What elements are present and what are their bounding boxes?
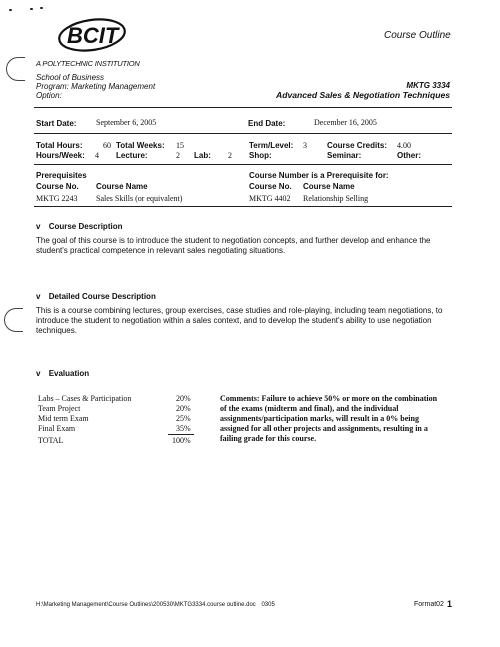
evaluation-item-weight: 35% [176,424,191,433]
seminar-label: Seminar: [327,151,362,160]
prereq-course-name: Sales Skills (or equivalent) [96,194,183,203]
prereq-for-col-course-no: Course No. [249,182,292,191]
lab-label: Lab: [194,151,211,160]
evaluation-item-name: Team Project [38,404,81,413]
evaluation-item-weight: 20% [176,404,191,413]
course-description-body: The goal of this course is to introduce the student to negotiation concepts, and further develop and enhance the student's practical competence in relevant sales negotiating situations. [36,236,431,255]
school-name: School of Business [36,73,105,82]
evaluation-item-weight: 20% [176,394,191,403]
scan-speck [40,7,43,9]
course-description-heading: Course Description [48,222,123,231]
evaluation-total-label: TOTAL [38,436,64,445]
course-title: Advanced Sales & Negotiation Techniques [276,90,450,100]
total-weeks-label: Total Weeks: [116,141,165,150]
prerequisites-heading: Prerequisites [36,171,87,180]
scan-speck [30,8,33,10]
evaluation-item-name: Labs – Cases & Participation [38,394,132,403]
bullet-icon: v [36,292,41,301]
other-label: Other: [397,151,421,160]
course-credits-label: Course Credits: [327,141,388,150]
footer-path: H:\Marketing Management\Course Outlines\200530\MKTG3334.course outline.doc [36,602,256,608]
scan-speck [9,9,12,11]
evaluation-total-value: 100% [172,436,191,445]
footer-form: Format02 [414,601,444,608]
bullet-icon: v [36,369,41,378]
lecture-label: Lecture: [116,151,148,160]
total-hours-value: 60 [103,141,111,150]
dates-rule [34,133,452,134]
start-date-value: September 6, 2005 [96,118,157,127]
prereq-col-course-no: Course No. [36,182,79,191]
document-type: Course Outline [384,30,451,41]
header-rule [34,107,452,108]
prereq-for-course-name: Relationship Selling [303,194,369,203]
hours-week-value: 4 [95,151,99,160]
bcit-logo [56,16,132,56]
total-hours-label: Total Hours: [36,141,83,150]
hours-week-label: Hours/Week: [36,151,85,160]
course-description-section [36,222,122,231]
page-number: 1 [447,599,453,609]
course-code: MKTG 3334 [406,81,450,90]
prereq-col-course-name: Course Name [96,182,148,191]
hole-punch-mark [4,308,23,332]
svg-text:BCIT: BCIT [67,23,119,48]
detailed-description-section [36,292,156,301]
bullet-icon: v [36,222,41,231]
evaluation-comments: Comments: Failure to achieve 50% or more on the combination of the exams (midterm and final), and the individual assignments/participation marks, will result in a 0% being assigned for all other projects and assignments, resulting in a failing grade for this course. [220,394,438,443]
shop-label: Shop: [249,151,272,160]
footer-file-path [36,602,275,608]
end-date-label: End Date: [248,119,286,128]
institution-tagline: A POLYTECHNIC INSTITUTION [36,59,140,68]
evaluation-item-name: Mid term Exam [38,414,89,423]
term-level-label: Term/Level: [249,141,294,150]
prereq-for-heading: Course Number is a Prerequisite for: [249,171,389,180]
lecture-value: 2 [176,151,180,160]
detailed-description-heading: Detailed Course Description [48,292,156,301]
evaluation-item-name: Final Exam [38,424,76,433]
hole-punch-mark [6,57,25,81]
footer-date-code: 0305 [261,602,275,608]
hours-rule [34,164,452,165]
evaluation-section [36,369,89,378]
total-weeks-value: 15 [176,141,184,150]
prereq-for-course-no: MKTG 4402 [249,194,291,203]
start-date-label: Start Date: [36,119,77,128]
lab-value: 2 [228,151,232,160]
prereq-course-no: MKTG 2243 [36,194,78,203]
detailed-description-body: This is a course combining lectures, group exercises, case studies and role-playing, including team negotiations, to introduce the student to negotiation within a sales context, and to develop the student's ability to use negotiation techniques. [36,306,443,335]
course-credits-value: 4.00 [397,141,411,150]
program-name: Program: Marketing Management [36,82,156,91]
prereq-for-col-course-name: Course Name [303,182,355,191]
evaluation-heading: Evaluation [48,369,90,378]
option-label: Option: [36,91,62,100]
end-date-value: December 16, 2005 [314,118,377,127]
evaluation-item-weight: 25% [176,414,191,423]
bcit-logo-icon [56,16,132,56]
evaluation-total-rule [168,434,194,435]
term-level-value: 3 [303,141,307,150]
prereq-rule [34,206,452,207]
